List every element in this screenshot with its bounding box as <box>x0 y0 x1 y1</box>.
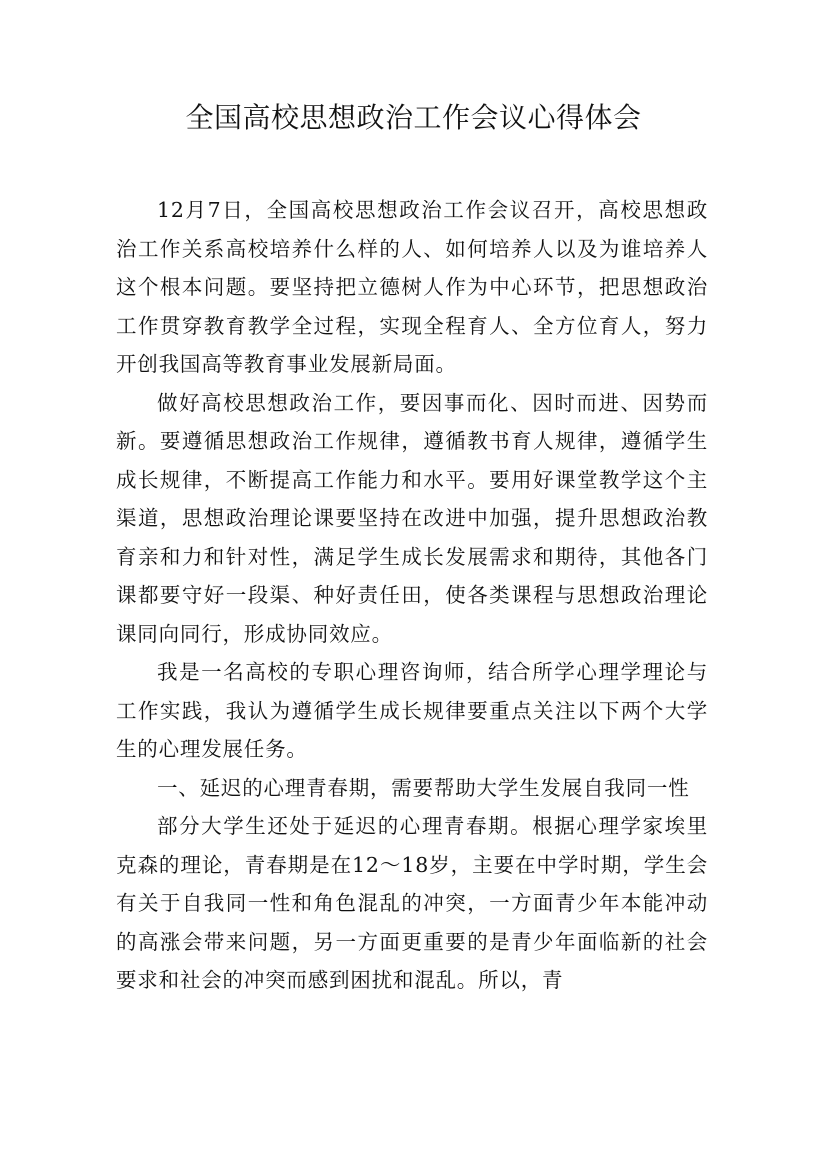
paragraph: 我是一名高校的专职心理咨询师，结合所学心理学理论与工作实践，我认为遵循学生成长规律要重点关注以下两个大学生的心理发展任务。 <box>116 660 708 761</box>
section-heading: 一、延迟的心理青春期，需要帮助大学生发展自我同一性 <box>157 775 690 800</box>
document-body <box>116 191 708 1000</box>
paragraph: 12月7日，全国高校思想政治工作会议召开，高校思想政治工作关系高校培养什么样的人、如何培养人以及为谁培养人这个根本问题。要坚持把立德树人作为中心环节，把思想政治工作贯穿教育教学全过程，实现全程育人、全方位育人，努力开创我国高等教育事业发展新局面。 <box>116 198 708 376</box>
paragraph: 部分大学生还处于延迟的心理青春期。根据心理学家埃里克森的理论，青春期是在12～18岁，主要在中学时期，学生会有关于自我同一性和角色混乱的冲突，一方面青少年本能冲动的高涨会带来问题，另一方面更重要的是青少年面临新的社会要求和社会的冲突而感到困扰和混乱。所以，青 <box>116 814 708 992</box>
paragraph: 做好高校思想政治工作，要因事而化、因时而进、因势而新。要遵循思想政治工作规律，遵循教书育人规律，遵循学生成长规律，不断提高工作能力和水平。要用好课堂教学这个主渠道，思想政治理论课要坚持在改进中加强，提升思想政治教育亲和力和针对性，满足学生成长发展需求和期待，其他各门课都要守好一段渠、种好责任田，使各类课程与思想政治理论课同向同行，形成协同效应。 <box>116 390 708 646</box>
document-title: 全国高校思想政治工作会议心得体会 <box>185 101 642 134</box>
